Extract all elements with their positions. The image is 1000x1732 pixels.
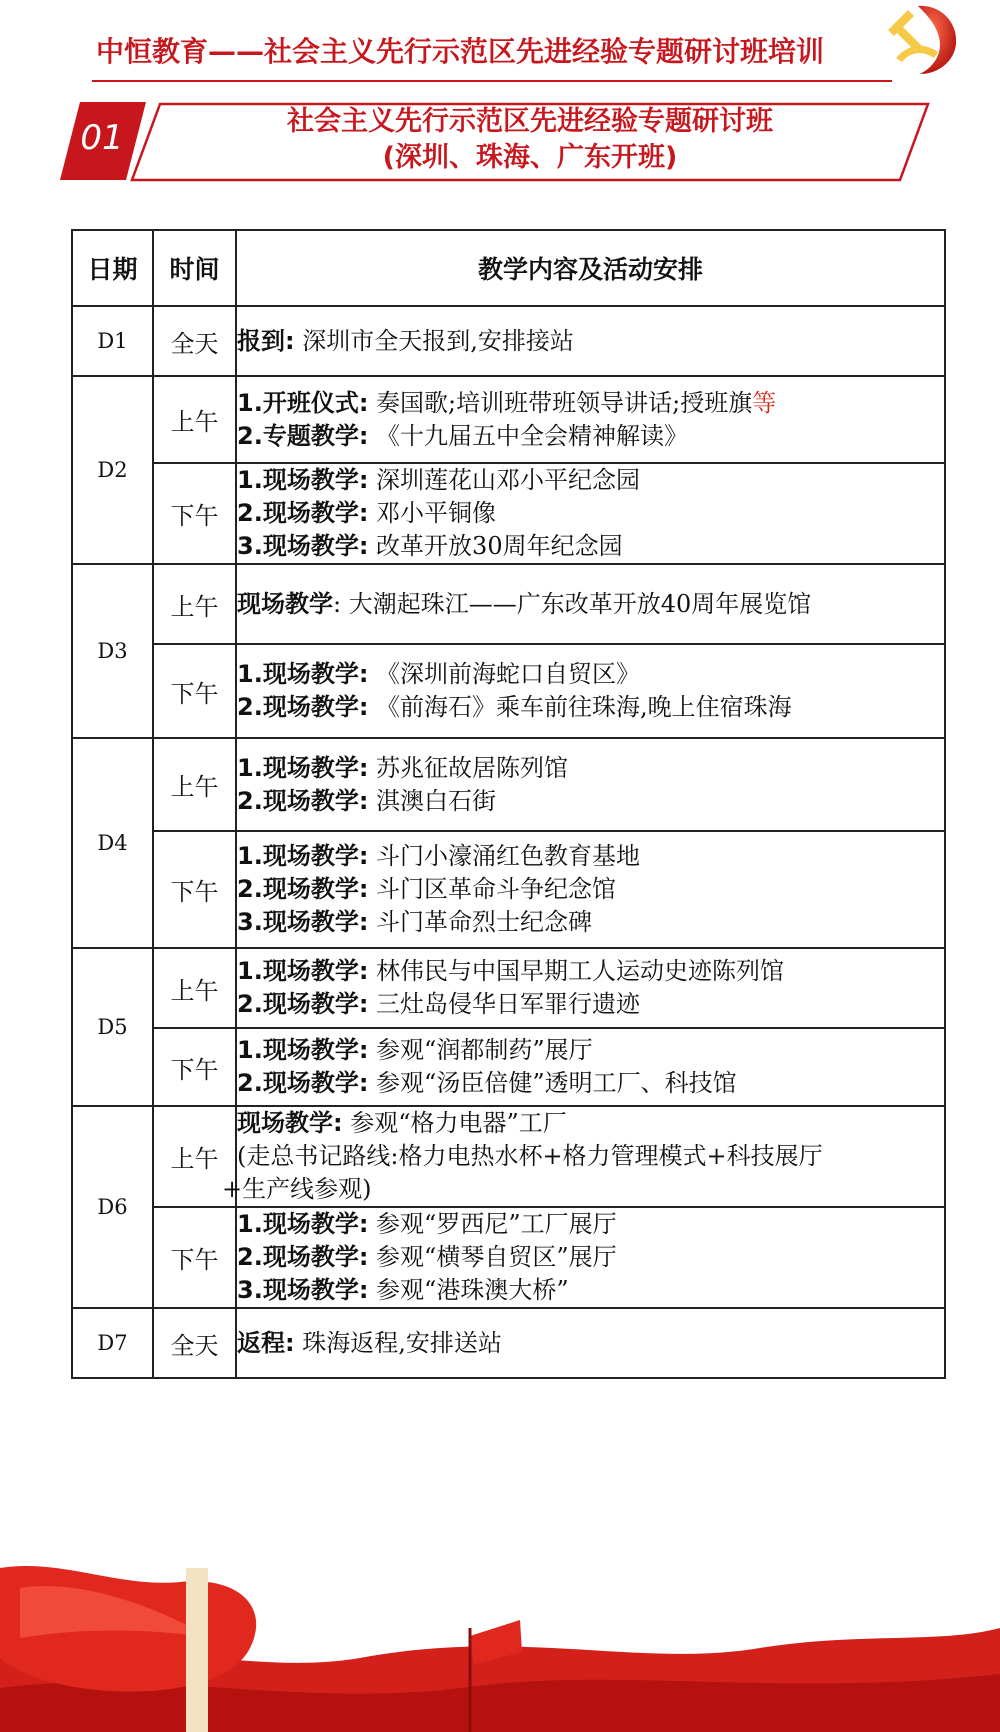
activity-label: 返程: <box>237 1328 295 1357</box>
activity-text: 斗门革命烈士纪念碑 <box>368 908 593 936</box>
activity-cell <box>236 306 945 376</box>
activity-text: 参观“港珠澳大桥” <box>368 1276 569 1304</box>
table-row <box>72 948 945 1028</box>
activity-line <box>222 1173 944 1206</box>
time-slot-cell: 上午 <box>153 1106 236 1207</box>
time-slot-cell: 全天 <box>153 306 236 376</box>
table-row <box>72 738 945 831</box>
day-cell: D7 <box>72 1308 153 1378</box>
schedule-table <box>71 229 946 1379</box>
activity-text: 苏兆征故居陈列馆 <box>368 753 569 782</box>
activity-text: 珠海返程,安排送站 <box>294 1328 502 1357</box>
activity-label: 2.现场教学: <box>237 786 369 815</box>
subtitle <box>180 104 880 176</box>
footer-red-banner-decoration <box>0 1548 1000 1732</box>
header-title: 中恒教育——社会主义先行示范区先进经验专题研讨班培训 <box>96 35 825 68</box>
activity-label: 2.现场教学: <box>237 1243 369 1271</box>
activity-label: 1.现场教学: <box>237 753 369 782</box>
column-header-date: 日期 <box>72 230 153 306</box>
activity-text: 参观“横琴自贸区”展厅 <box>368 1243 617 1271</box>
table-row <box>72 376 945 463</box>
activity-line <box>237 1274 944 1307</box>
activity-label: 3.现场教学: <box>237 908 369 936</box>
table-row <box>72 1308 945 1378</box>
activity-label: 1.开班仪式: <box>237 388 369 417</box>
activity-line <box>237 1034 944 1067</box>
activity-cell <box>236 948 945 1028</box>
activity-cell <box>236 1308 945 1378</box>
time-slot-cell: 下午 <box>153 463 236 564</box>
activity-text: +生产线参观) <box>222 1175 372 1203</box>
activity-text: 参观“润都制药”展厅 <box>368 1036 593 1064</box>
huabiao-column-icon <box>186 1568 208 1732</box>
activity-cell <box>236 1207 945 1308</box>
activity-line <box>237 464 944 497</box>
activity-cell <box>236 1028 945 1106</box>
column-header-content: 教学内容及活动安排 <box>236 230 945 306</box>
activity-label: 现场教学: <box>237 1109 343 1137</box>
activity-text: 《十九届五中全会精神解读》 <box>368 421 689 450</box>
activity-cell <box>236 564 945 644</box>
activity-text: 参观“罗西尼”工厂展厅 <box>368 1210 617 1238</box>
activity-text: (走总书记路线:格力电热水杯+格力管理模式+科技展厅 <box>237 1142 823 1170</box>
time-slot-cell: 下午 <box>153 831 236 948</box>
time-slot-cell: 下午 <box>153 644 236 738</box>
column-header-time: 时间 <box>153 230 236 306</box>
activity-label: 3.现场教学: <box>237 1276 369 1304</box>
activity-line <box>237 873 944 906</box>
activity-line <box>237 906 944 939</box>
time-slot-cell: 上午 <box>153 376 236 463</box>
subtitle-line-2: (深圳、珠海、广东开班) <box>382 142 678 173</box>
section-number: 01 <box>80 118 124 158</box>
activity-cell <box>236 644 945 738</box>
activity-line <box>237 840 944 873</box>
day-cell: D2 <box>72 376 153 564</box>
table-row <box>72 463 945 564</box>
activity-line <box>237 988 944 1021</box>
activity-cell <box>236 463 945 564</box>
activity-text-highlight: 等 <box>752 388 777 417</box>
activity-text: 林伟民与中国早期工人运动史迹陈列馆 <box>368 957 785 985</box>
day-cell: D4 <box>72 738 153 948</box>
activity-line <box>237 752 944 785</box>
activity-line <box>237 420 944 453</box>
activity-line <box>237 955 944 988</box>
day-cell: D3 <box>72 564 153 738</box>
activity-line <box>237 497 944 530</box>
time-slot-cell: 全天 <box>153 1308 236 1378</box>
activity-text: 《前海石》乘车前往珠海,晚上住宿珠海 <box>368 693 792 721</box>
table-row <box>72 1028 945 1106</box>
activity-text: 改革开放30周年纪念园 <box>368 532 623 560</box>
activity-cell <box>236 738 945 831</box>
activity-text: 三灶岛侵华日军罪行遗迹 <box>368 990 641 1018</box>
activity-label: 2.现场教学: <box>237 990 369 1018</box>
activity-label: 1.现场教学: <box>237 1036 369 1064</box>
activity-label: 1.现场教学: <box>237 842 369 870</box>
time-slot-cell: 下午 <box>153 1028 236 1106</box>
party-emblem-icon <box>878 0 962 80</box>
activity-label: 1.现场教学: <box>237 957 369 985</box>
activity-label: 1.现场教学: <box>237 660 369 688</box>
table-row <box>72 1106 945 1207</box>
time-slot-cell: 上午 <box>153 948 236 1028</box>
table-row <box>72 306 945 376</box>
activity-text: 《深圳前海蛇口自贸区》 <box>368 660 641 688</box>
activity-text: 斗门小濠涌红色教育基地 <box>368 842 641 870</box>
activity-line <box>237 1327 944 1360</box>
activity-line <box>237 1140 944 1173</box>
activity-text: 参观“汤臣倍健”透明工厂、科技馆 <box>368 1069 737 1097</box>
header-divider <box>92 80 892 82</box>
activity-line <box>237 691 944 724</box>
table-row <box>72 564 945 644</box>
table-row <box>72 644 945 738</box>
activity-label: 2.专题教学: <box>237 421 369 450</box>
time-slot-cell: 上午 <box>153 738 236 831</box>
time-slot-cell: 上午 <box>153 564 236 644</box>
table-header-row <box>72 230 945 306</box>
activity-line <box>237 1107 944 1140</box>
activity-line <box>237 530 944 563</box>
activity-line <box>237 387 944 420</box>
activity-line <box>237 1208 944 1241</box>
activity-line <box>237 785 944 818</box>
activity-line <box>237 1241 944 1274</box>
day-cell: D1 <box>72 306 153 376</box>
day-cell: D6 <box>72 1106 153 1308</box>
activity-text: 深圳莲花山邓小平纪念园 <box>368 466 641 494</box>
activity-label: 1.现场教学: <box>237 1210 369 1238</box>
activity-line <box>237 658 944 691</box>
activity-cell <box>236 831 945 948</box>
activity-text: 参观“格力电器”工厂 <box>342 1109 567 1137</box>
activity-line <box>237 325 944 358</box>
time-slot-cell: 下午 <box>153 1207 236 1308</box>
activity-line <box>237 588 944 621</box>
activity-label: 3.现场教学: <box>237 532 369 560</box>
activity-text: 深圳市全天报到,安排接站 <box>294 326 574 355</box>
subtitle-line-1: 社会主义先行示范区先进经验专题研讨班 <box>287 106 773 137</box>
table-row <box>72 831 945 948</box>
day-cell: D5 <box>72 948 153 1106</box>
activity-line <box>237 1067 944 1100</box>
activity-text: 奏国歌;培训班带班领导讲话;授班旗 <box>368 388 753 417</box>
activity-label: 2.现场教学: <box>237 693 369 721</box>
activity-text: 斗门区革命斗争纪念馆 <box>368 875 617 903</box>
table-body <box>72 306 945 1378</box>
activity-cell <box>236 376 945 463</box>
activity-cell <box>222 1106 945 1207</box>
activity-text: 邓小平铜像 <box>368 499 497 527</box>
activity-label: 2.现场教学: <box>237 1069 369 1097</box>
activity-text: : 大潮起珠江——广东改革开放40周年展览馆 <box>333 589 812 618</box>
activity-label: 现场教学 <box>237 589 333 618</box>
activity-label: 报到: <box>237 326 295 355</box>
activity-label: 1.现场教学: <box>237 466 369 494</box>
activity-label: 2.现场教学: <box>237 499 369 527</box>
activity-text: 淇澳白石街 <box>368 786 497 815</box>
table-row <box>72 1207 945 1308</box>
activity-label: 2.现场教学: <box>237 875 369 903</box>
